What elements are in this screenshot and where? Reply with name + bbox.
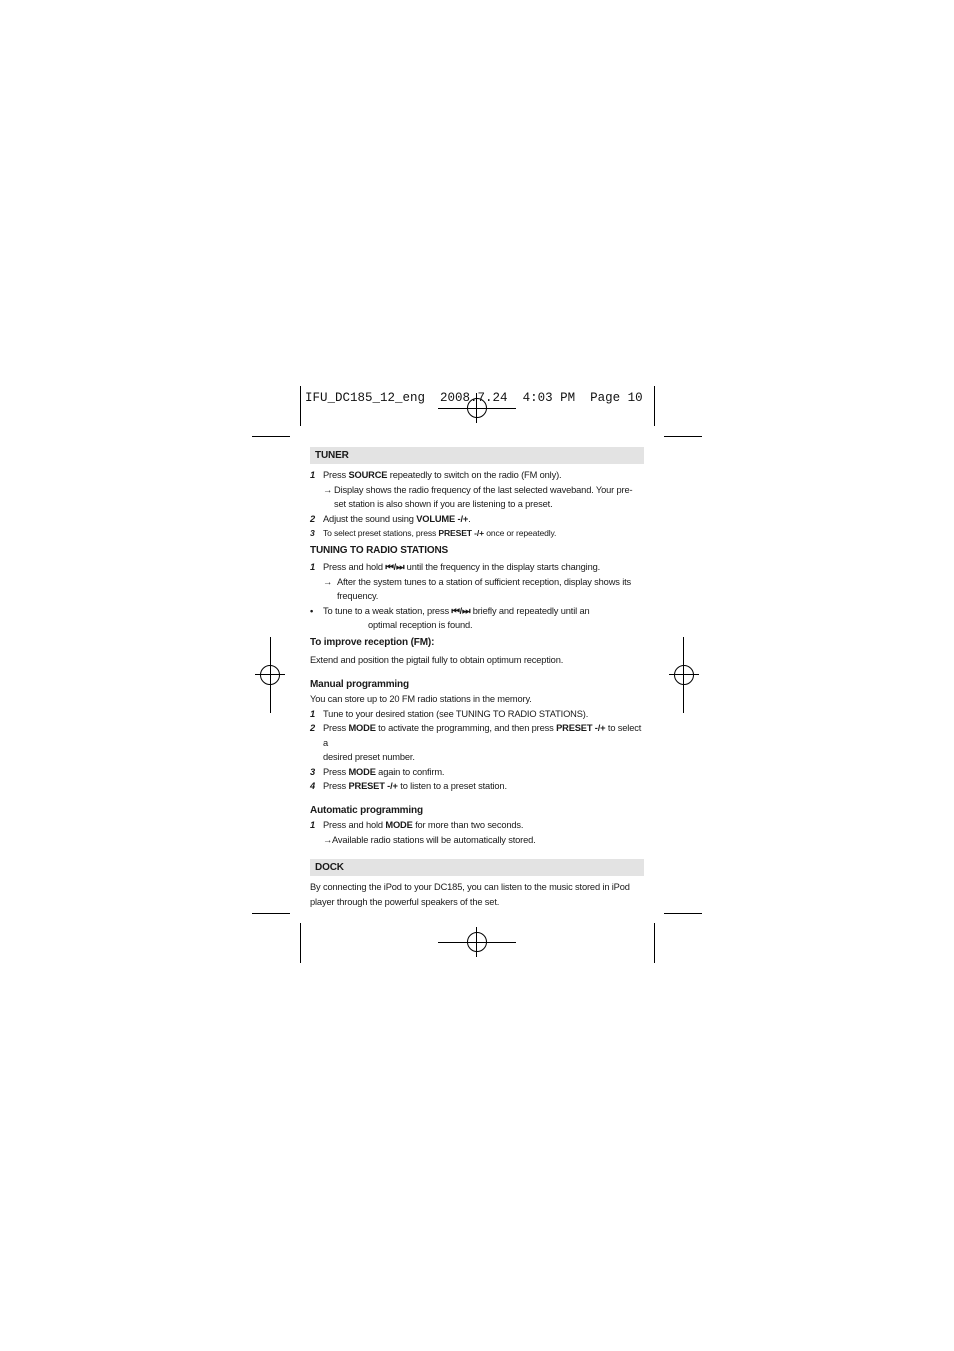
registration-line	[270, 637, 271, 713]
step-item: 2 Press MODE to activate the programming, and then press PRESET -/+ to select a desired preset number.	[310, 723, 642, 762]
step-item: 2 Adjust the sound using VOLUME -/+.	[310, 513, 471, 524]
registration-mark-right	[669, 660, 699, 690]
skip-buttons-icon: ⏮/⏭	[451, 605, 471, 616]
step-item: 1 Press SOURCE repeatedly to switch on the radio (FM only).	[310, 470, 562, 480]
crop-mark	[654, 923, 655, 963]
step-item: 1 Tune to your desired station (see TUNING TO RADIO STATIONS).	[310, 708, 589, 719]
step-item: 1 Press and hold ⏮/⏭ until the frequency in the display starts changing.	[310, 562, 601, 572]
subheading-manual-programming: Manual programming	[310, 678, 409, 690]
print-header: IFU_DC185_12_eng 2008.7.24 4:03 PM Page 10	[305, 391, 643, 405]
crop-mark	[300, 923, 301, 963]
crop-mark	[252, 436, 290, 437]
crop-mark	[300, 386, 301, 426]
bullet-item: • To tune to a weak station, press ⏮/⏭ briefly and repeatedly until an optimal reception is found.	[310, 605, 590, 630]
skip-buttons-icon: ⏮/⏭	[385, 562, 405, 572]
step-item: 1 Press and hold MODE for more than two seconds.	[310, 820, 524, 830]
subheading-reception: To improve reception (FM):	[310, 636, 435, 648]
crop-mark	[664, 913, 702, 914]
crop-mark	[252, 913, 290, 914]
manual-page-content	[310, 447, 644, 909]
step-item: 4 Press PRESET -/+ to listen to a preset station.	[310, 781, 507, 791]
crop-mark	[664, 436, 702, 437]
result-arrow-line: → Display shows the radio frequency of the last selected waveband. Your pre- set station is also shown if you are listening to a preset.	[323, 484, 633, 509]
crop-mark	[654, 386, 655, 426]
step-item: 3 Press MODE again to confirm.	[310, 766, 445, 777]
subheading-automatic-programming: Automatic programming	[310, 804, 423, 816]
section-title-dock: DOCK	[310, 859, 644, 876]
manual-intro: You can store up to 20 FM radio stations in the memory.	[310, 694, 532, 704]
reception-text: Extend and position the pigtail fully to obtain optimum reception.	[310, 655, 564, 665]
step-item: 3 To select preset stations, press PRESET -/+ once or repeatedly.	[310, 528, 557, 538]
section-title-tuner: TUNER	[310, 447, 644, 464]
registration-line	[683, 637, 684, 713]
dock-text: By connecting the iPod to your DC185, you can listen to the music stored in iPod player through the powerful speakers of the set.	[310, 882, 630, 907]
result-arrow-line: → Available radio stations will be automatically stored.	[323, 834, 536, 845]
result-arrow-line: → After the system tunes to a station of sufficient reception, display shows its frequency.	[323, 576, 632, 601]
subheading-tuning: TUNING TO RADIO STATIONS	[310, 544, 449, 556]
registration-mark-bottom	[462, 927, 492, 957]
